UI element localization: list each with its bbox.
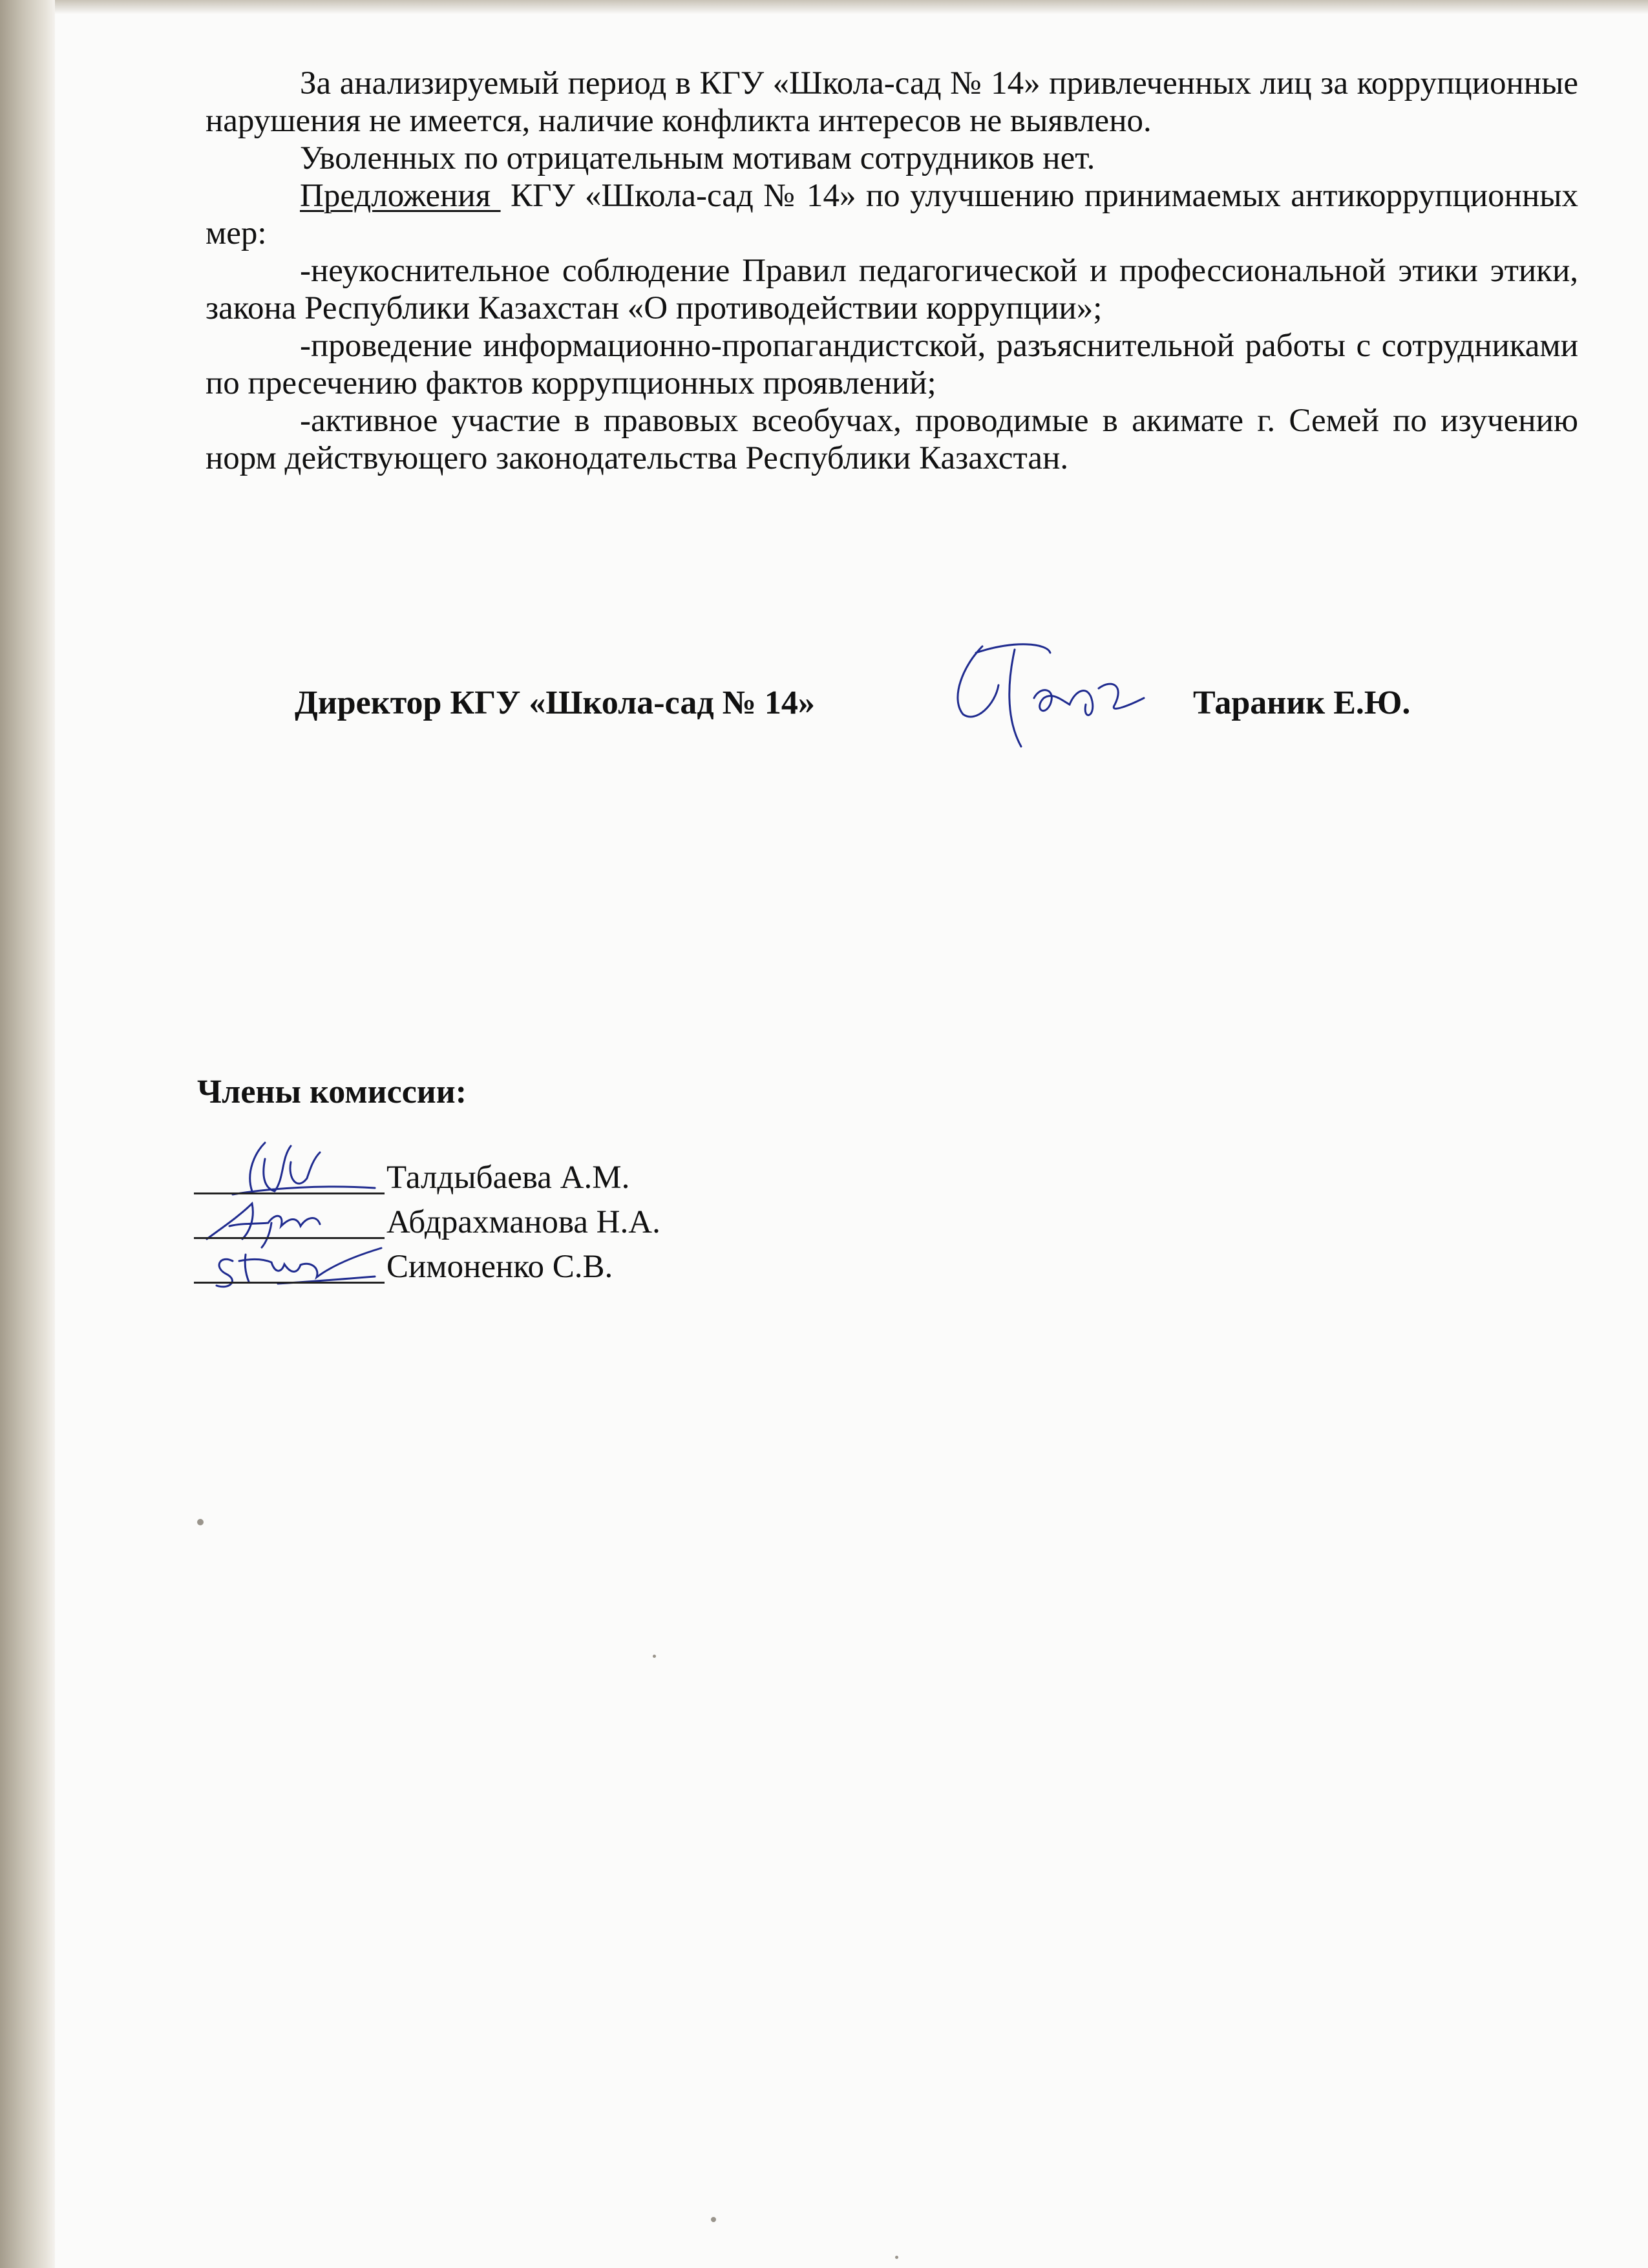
commission-member bbox=[194, 1248, 776, 1287]
scan-speck bbox=[653, 1655, 656, 1658]
paragraph-proposal-outreach bbox=[206, 327, 1587, 402]
paragraph-text: За анализируемый период в КГУ «Школа-сад № 14» привлеченных лиц за коррупционные нарушения не имеется, наличие конфликта интересов не выявлено. bbox=[206, 65, 1587, 139]
scan-speck bbox=[711, 2217, 716, 2222]
signature-line bbox=[194, 1282, 385, 1284]
paragraph-dismissed bbox=[206, 140, 1578, 177]
scan-top-edge bbox=[55, 0, 1648, 14]
scan-speck bbox=[197, 1519, 204, 1525]
document-body bbox=[206, 65, 1587, 477]
member-name: Абдрахманова Н.А. bbox=[386, 1204, 660, 1240]
paragraph-text: Уволенных по отрицательным мотивам сотрудников нет. bbox=[300, 140, 1095, 176]
paragraph-text: -проведение информационно-пропагандистской, разъяснительной работы с сотрудниками по пресечению фактов коррупционных проявлений; bbox=[206, 328, 1587, 401]
member-name: Талдыбаева А.М. bbox=[386, 1160, 630, 1196]
paragraph-proposal-ethics bbox=[206, 252, 1587, 327]
commission-title: Члены комиссии: bbox=[197, 1074, 467, 1110]
paragraph-text: -активное участие в правовых всеобучах, проводимые в акимате г. Семей по изучению норм действующего законодательства Республики Казахстан. bbox=[206, 403, 1587, 476]
scan-left-edge bbox=[0, 0, 55, 2268]
director-title: Директор КГУ «Школа-сад № 14» bbox=[295, 684, 815, 721]
paragraph-period-summary bbox=[206, 65, 1587, 140]
paragraph-text: КГУ «Школа-сад № 14» по улучшению принимаемых антикоррупционных мер: bbox=[206, 178, 1587, 251]
scan-speck bbox=[895, 2256, 898, 2259]
director-name: Тараник Е.Ю. bbox=[1193, 684, 1411, 721]
proposals-heading: Предложения bbox=[300, 178, 501, 214]
paragraph-proposal-legal-education bbox=[206, 402, 1587, 477]
paragraph-text: -неукоснительное соблюдение Правил педагогической и профессиональной этики этики, закона Республики Казахстан «О противодействии коррупции»; bbox=[206, 253, 1587, 326]
paragraph-proposals-intro bbox=[206, 177, 1587, 252]
director-signature bbox=[937, 627, 1150, 756]
member-name: Симоненко С.В. bbox=[386, 1249, 613, 1285]
